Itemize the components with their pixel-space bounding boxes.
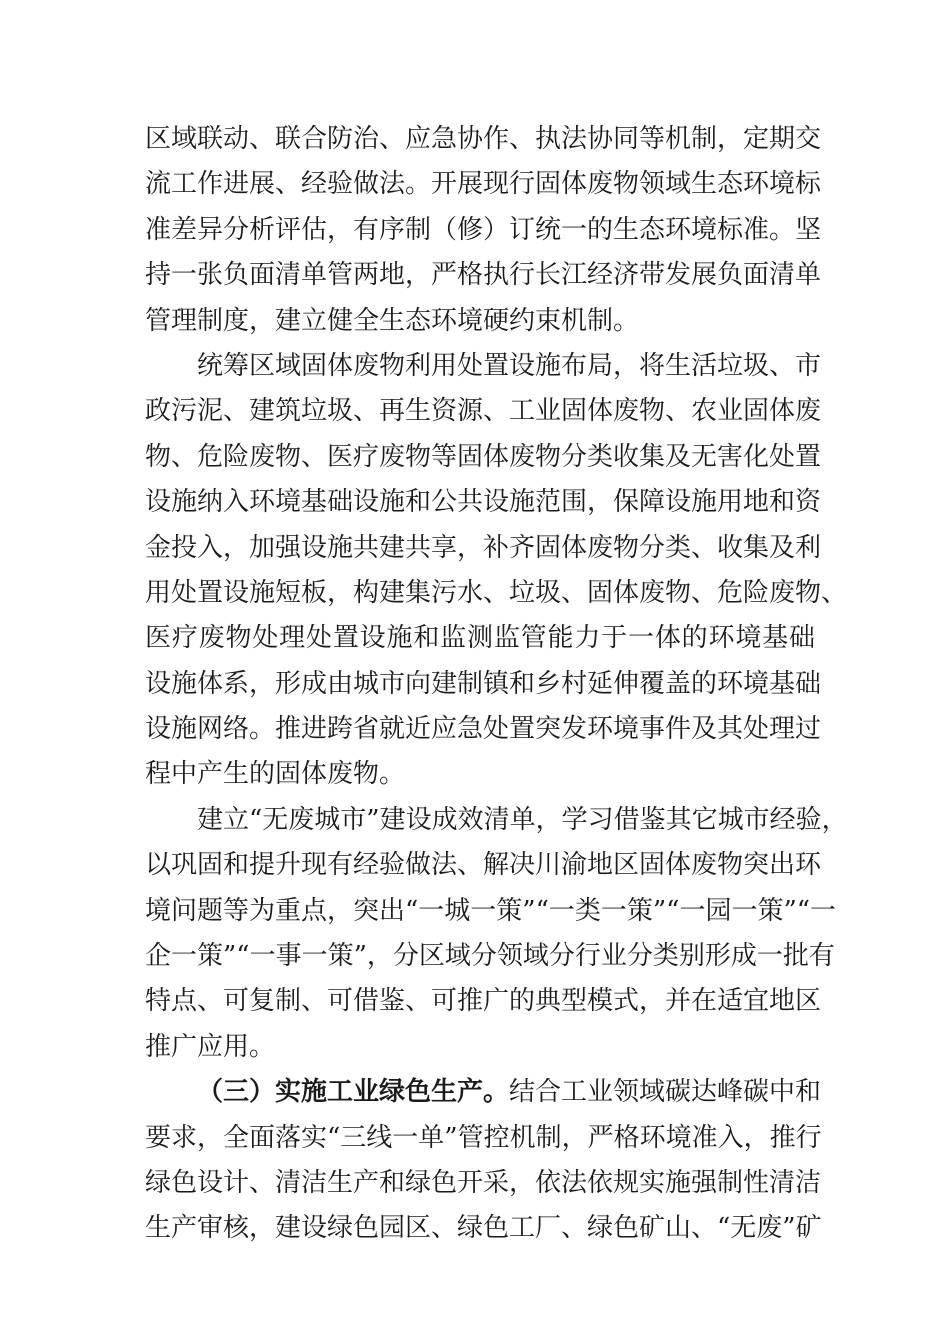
text-line: 设施纳入环境基础设施和公共设施范围，保障设施用地和资 xyxy=(145,487,822,518)
section-heading: （三）实施工业绿色生产。 xyxy=(197,1077,510,1108)
text-line: 医疗废物处理处置设施和监测监管能力于一体的环境基础 xyxy=(145,623,815,654)
text-line: 设施体系，形成由城市向建制镇和乡村延伸覆盖的环境基础 xyxy=(145,668,822,699)
text-line: 建立“无废城市”建设成效清单，学习借鉴其它城市经验， xyxy=(197,804,848,835)
text-line: 管理制度，建立健全生态环境硬约束机制。 xyxy=(145,305,640,336)
text-line: 企一策”“一事一策”，分区域分领域分行业分类别形成一批有 xyxy=(145,941,835,972)
text-line: 准差异分析评估，有序制（修）订统一的生态环境标准。坚 xyxy=(145,214,822,245)
text-line: 境问题等为重点，突出“一城一策”“一类一策”“一园一策”“一 xyxy=(145,895,837,926)
section-heading-text: 结合工业领域碳达峰碳中和 xyxy=(509,1077,822,1108)
text-line: 程中产生的固体废物。 xyxy=(145,759,406,790)
text-line: 以巩固和提升现有经验做法、解决川渝地区固体废物突出环 xyxy=(145,850,822,881)
section-heading-line xyxy=(145,1070,822,1115)
text-line: 区域联动、联合防治、应急协作、执法协同等机制，定期交 xyxy=(145,124,822,154)
text-line: 政污泥、建筑垃圾、再生资源、工业固体废物、农业固体废 xyxy=(145,396,822,427)
text-line: 推广应用。 xyxy=(145,1031,276,1062)
text-line: 流工作进展、经验做法。开展现行固体废物领域生态环境标 xyxy=(145,169,822,200)
text-line: 用处置设施短板，构建集污水、垃圾、固体废物、危险废物、 xyxy=(145,577,848,608)
text-line: 统筹区域固体废物利用处置设施布局，将生活垃圾、市 xyxy=(197,350,822,381)
text-line: 生产审核，建设绿色园区、绿色工厂、绿色矿山、“无废”矿 xyxy=(145,1213,822,1244)
body-text xyxy=(145,117,848,1252)
text-line: 特点、可复制、可借鉴、可推广的典型模式，并在适宜地区 xyxy=(145,986,822,1017)
text-line: 金投入，加强设施共建共享，补齐固体废物分类、收集及利 xyxy=(145,532,822,563)
text-line: 设施网络。推进跨省就近应急处置突发环境事件及其处理过 xyxy=(145,714,822,745)
text-line: 绿色设计、清洁生产和绿色开采，依法依规实施强制性清洁 xyxy=(145,1167,822,1198)
text-line: 物、危险废物、医疗废物等固体废物分类收集及无害化处置 xyxy=(145,441,822,472)
text-line: 要求，全面落实“三线一单”管控机制，严格环境准入，推行 xyxy=(145,1122,822,1153)
text-line: 持一张负面清单管两地，严格执行长江经济带发展负面清单 xyxy=(145,260,822,291)
